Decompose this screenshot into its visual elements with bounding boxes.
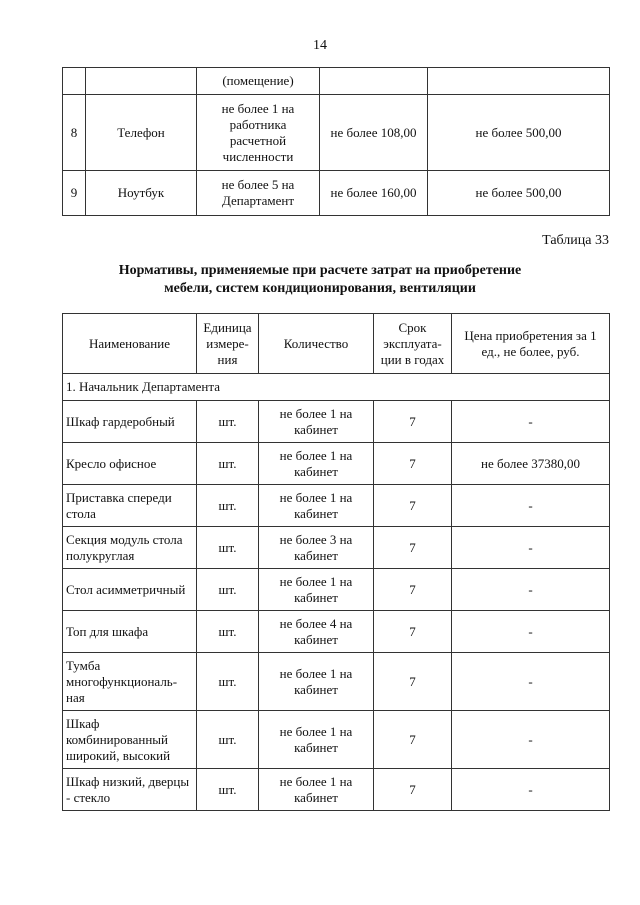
table-row	[63, 443, 610, 485]
item-price: -	[452, 485, 610, 527]
item-unit: шт.	[197, 769, 259, 811]
item-unit: шт.	[197, 653, 259, 711]
title-line-1: Нормативы, применяемые при расчете затрат на приобретение	[118, 263, 522, 278]
item-price: не более 37380,00	[452, 443, 610, 485]
table-row	[63, 68, 610, 95]
item-term: 7	[374, 527, 452, 569]
table-row	[63, 769, 610, 811]
item-unit: (помещение)	[197, 68, 320, 95]
item-price: -	[452, 653, 610, 711]
table-row	[63, 485, 610, 527]
item-term: 7	[374, 569, 452, 611]
item-unit: шт.	[197, 611, 259, 653]
table-row	[63, 95, 610, 171]
top-table	[62, 67, 610, 216]
table-row	[63, 527, 610, 569]
item-price: -	[452, 569, 610, 611]
item-name: Кресло офисное	[63, 443, 197, 485]
header-name: Наименование	[63, 314, 197, 374]
item-quantity: не более 1 на кабинет	[259, 653, 374, 711]
table-row	[63, 569, 610, 611]
item-unit: шт.	[197, 711, 259, 769]
item-name: Шкаф комбинированный широкий, высокий	[63, 711, 197, 769]
item-unit: не более 5 на Департамент	[197, 171, 320, 216]
item-price: -	[452, 711, 610, 769]
header-quantity: Количество	[259, 314, 374, 374]
header-price: Цена приобретения за 1 ед., не более, руб.	[452, 314, 610, 374]
header-unit: Единица измере-ния	[197, 314, 259, 374]
item-price: -	[452, 527, 610, 569]
item-price: -	[452, 401, 610, 443]
item-price: не более 500,00	[428, 95, 610, 171]
item-name: Секция модуль стола полукруглая	[63, 527, 197, 569]
row-number: 9	[63, 171, 86, 216]
item-quantity: не более 1 на кабинет	[259, 401, 374, 443]
table-header-row	[63, 314, 610, 374]
item-price: не более 500,00	[428, 171, 610, 216]
item-name: Шкаф гардеробный	[63, 401, 197, 443]
item-term: 7	[374, 769, 452, 811]
item-quantity: не более 4 на кабинет	[259, 611, 374, 653]
item-name: Телефон	[86, 95, 197, 171]
item-quantity: не более 1 на кабинет	[259, 485, 374, 527]
table-row	[63, 653, 610, 711]
row-number: 8	[63, 95, 86, 171]
item-name: Ноутбук	[86, 171, 197, 216]
item-unit: шт.	[197, 527, 259, 569]
table-row	[63, 711, 610, 769]
item-price	[428, 68, 610, 95]
item-term: 7	[374, 443, 452, 485]
norms-table	[62, 313, 610, 811]
table-row	[63, 171, 610, 216]
item-unit: шт.	[197, 401, 259, 443]
item-term: 7	[374, 401, 452, 443]
item-name: Шкаф низкий, дверцы - стекло	[63, 769, 197, 811]
table-label: Таблица 33	[542, 233, 609, 248]
item-term: 7	[374, 653, 452, 711]
title-line-2: мебели, систем кондиционирования, вентиляции	[164, 281, 476, 296]
item-quantity: не более 1 на кабинет	[259, 711, 374, 769]
item-name: Тумба многофункциональ-ная	[63, 653, 197, 711]
item-name: Приставка спереди стола	[63, 485, 197, 527]
item-term: 7	[374, 485, 452, 527]
item-cost: не более 160,00	[320, 171, 428, 216]
table-row	[63, 611, 610, 653]
item-quantity: не более 3 на кабинет	[259, 527, 374, 569]
item-unit: шт.	[197, 443, 259, 485]
item-term: 7	[374, 711, 452, 769]
item-cost	[320, 68, 428, 95]
section-row	[63, 374, 610, 401]
item-name	[86, 68, 197, 95]
table-title	[0, 262, 640, 298]
item-price: -	[452, 769, 610, 811]
item-quantity: не более 1 на кабинет	[259, 569, 374, 611]
item-unit: не более 1 на работника расчетной численности	[197, 95, 320, 171]
item-quantity: не более 1 на кабинет	[259, 443, 374, 485]
section-title: 1. Начальник Департамента	[63, 374, 610, 401]
item-name: Стол асимметричный	[63, 569, 197, 611]
item-term: 7	[374, 611, 452, 653]
header-term: Срок эксплуата-ции в годах	[374, 314, 452, 374]
item-name: Топ для шкафа	[63, 611, 197, 653]
item-unit: шт.	[197, 569, 259, 611]
page-number: 14	[313, 38, 327, 53]
item-price: -	[452, 611, 610, 653]
item-cost: не более 108,00	[320, 95, 428, 171]
table-row	[63, 401, 610, 443]
item-unit: шт.	[197, 485, 259, 527]
item-quantity: не более 1 на кабинет	[259, 769, 374, 811]
row-number	[63, 68, 86, 95]
